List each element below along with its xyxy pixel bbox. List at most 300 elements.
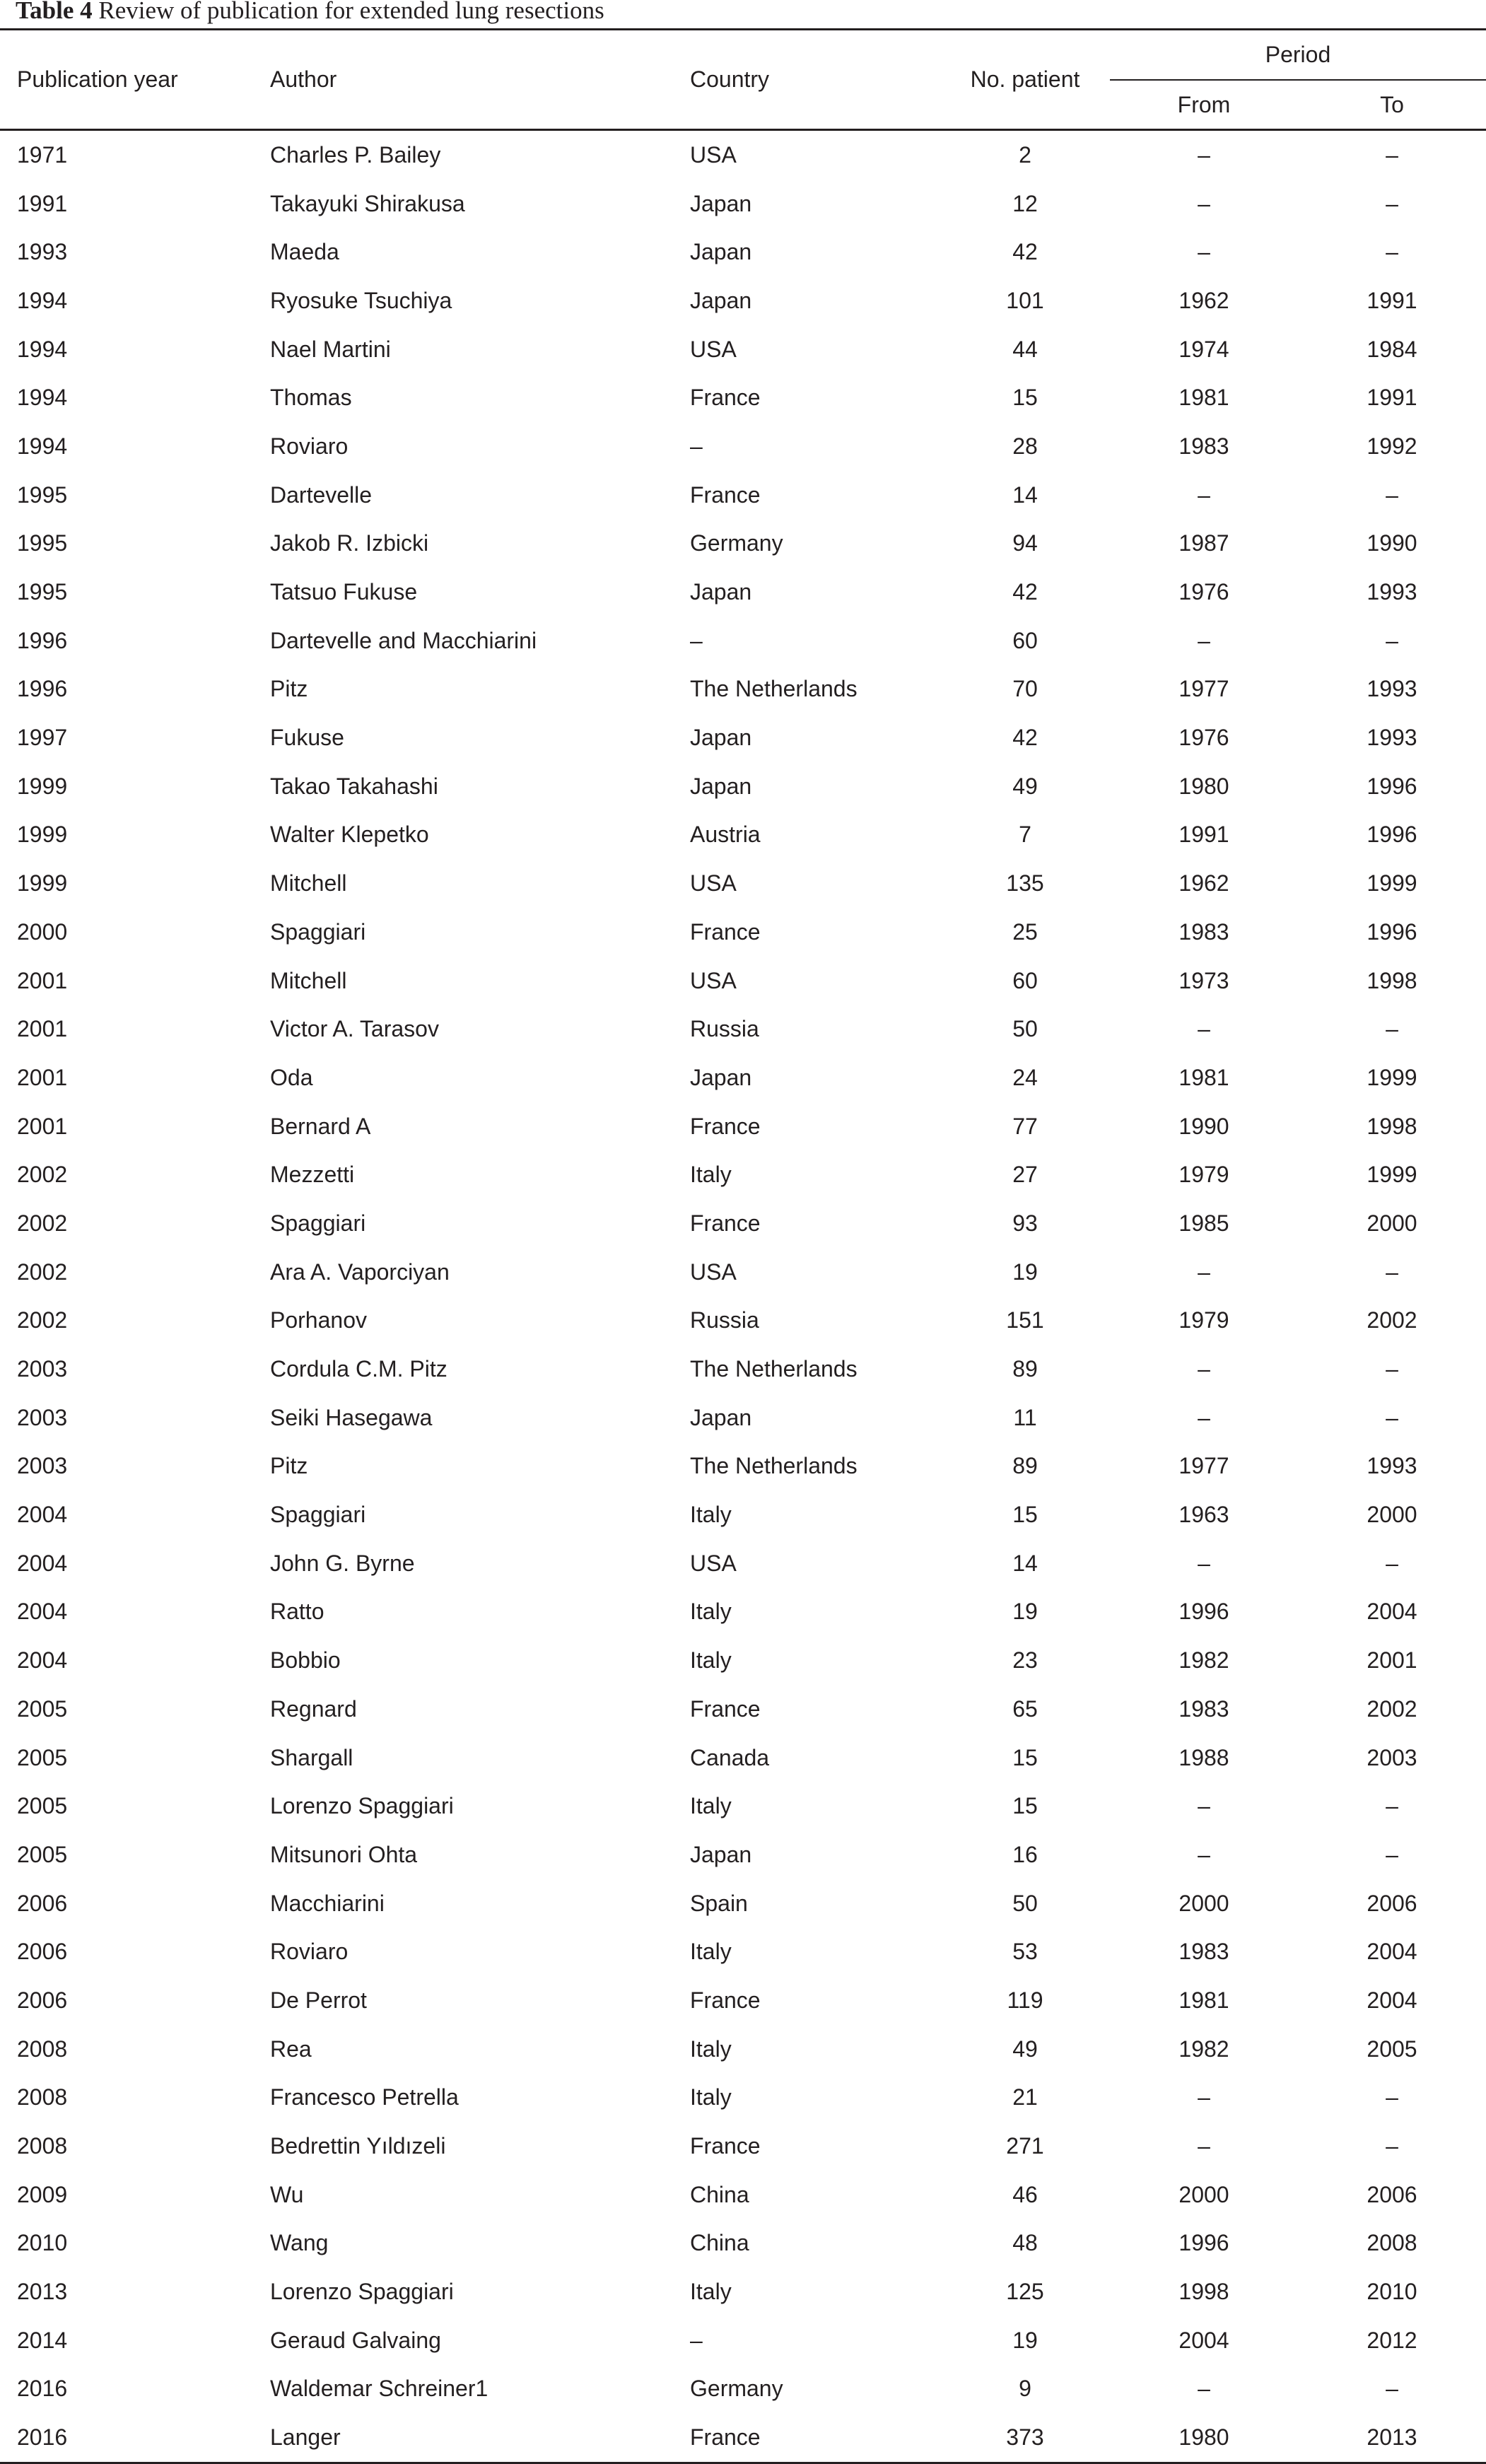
cell-author: Mitsunori Ohta	[270, 1841, 418, 1867]
cell-country: Japan	[690, 1841, 752, 1867]
cell-no-patient: 44	[1012, 336, 1038, 362]
table-row	[0, 373, 1486, 422]
cell-period-from: 1963	[1178, 1502, 1229, 1528]
cell-publication-year: 2002	[17, 1210, 68, 1236]
cell-no-patient: 11	[1013, 1404, 1037, 1430]
cell-publication-year: 2004	[17, 1550, 68, 1576]
cell-country: France	[690, 1113, 761, 1139]
cell-period-from: –	[1198, 190, 1210, 216]
cell-period-from: 1974	[1178, 336, 1229, 362]
table-row	[0, 1976, 1486, 2025]
cell-period-from: 2000	[1178, 1890, 1229, 1916]
cell-publication-year: 1994	[17, 433, 68, 459]
cell-period-to: 1993	[1367, 1453, 1417, 1479]
cell-period-to: 2012	[1367, 2327, 1417, 2353]
cell-period-to: 2001	[1367, 1647, 1417, 1674]
cell-author: Langer	[270, 2413, 690, 2463]
cell-country: China	[690, 2181, 749, 2207]
cell-country: France	[690, 1210, 761, 1236]
table-row	[0, 1150, 1486, 1199]
cell-country: Italy	[690, 1793, 732, 1819]
cell-no-patient: 42	[1012, 239, 1038, 265]
table-row	[0, 471, 1486, 520]
cell-period-from: –	[1198, 627, 1210, 653]
cell-publication-year: 2005	[17, 1695, 68, 1722]
cell-period-from: 1981	[1178, 385, 1229, 411]
cell-publication-year: 2001	[17, 1016, 68, 1042]
cell-author: Spaggiari	[270, 1210, 366, 1236]
table-row	[0, 2316, 1486, 2365]
cell-country: The Netherlands	[690, 1356, 858, 1382]
cell-author: Thomas	[270, 385, 352, 411]
table-row	[0, 1005, 1486, 1053]
cell-publication-year: 2001	[17, 1113, 68, 1139]
table-row	[0, 1782, 1486, 1831]
cell-no-patient: 15	[1012, 1793, 1038, 1819]
header-publication-year: Publication year	[0, 30, 270, 130]
table-row	[0, 1831, 1486, 1879]
cell-no-patient: 28	[1012, 433, 1038, 459]
cell-period-to: 2000	[1367, 1210, 1417, 1236]
table-row	[0, 1394, 1486, 1442]
table-row	[0, 1345, 1486, 1394]
cell-period-from: –	[1198, 1404, 1210, 1430]
cell-no-patient: 77	[1012, 1113, 1038, 1139]
cell-period-from: 1990	[1178, 1113, 1229, 1139]
cell-country: –	[690, 2327, 703, 2353]
cell-no-patient: 15	[1012, 385, 1038, 411]
cell-country: Austria	[690, 822, 761, 848]
cell-period-from: 1985	[1178, 1210, 1229, 1236]
cell-period-to: 2004	[1367, 1599, 1417, 1625]
cell-country: USA	[690, 967, 737, 993]
cell-publication-year: 1997	[17, 725, 68, 751]
cell-publication-year: 2006	[17, 1987, 68, 2013]
cell-period-from: 1962	[1178, 287, 1229, 313]
table-row	[0, 1636, 1486, 1685]
cell-period-from: 1982	[1178, 1647, 1229, 1674]
cell-country: France	[690, 385, 761, 411]
cell-period-from: 1976	[1178, 579, 1229, 605]
cell-author: Spaggiari	[270, 1502, 366, 1528]
cell-no-patient: 19	[1012, 1259, 1038, 1285]
cell-period-to: 1993	[1367, 579, 1417, 605]
table-row	[0, 130, 1486, 180]
cell-publication-year: 2005	[17, 1793, 68, 1819]
cell-country: Italy	[690, 1502, 732, 1528]
cell-period-to: 2003	[1367, 1744, 1417, 1770]
cell-period-to: –	[1386, 1404, 1398, 1430]
table-row	[0, 1248, 1486, 1297]
cell-country: USA	[690, 336, 737, 362]
cell-no-patient: 94	[1012, 530, 1038, 556]
cell-period-from: 1980	[1110, 2413, 1298, 2463]
table-row	[0, 1102, 1486, 1151]
table-row	[0, 1490, 1486, 1539]
cell-country: –	[690, 433, 703, 459]
cell-publication-year: 2002	[17, 1162, 68, 1188]
cell-period-to: 1998	[1367, 1113, 1417, 1139]
cell-publication-year: 2010	[17, 2230, 68, 2256]
cell-period-from: 2000	[1178, 2181, 1229, 2207]
cell-country: Japan	[690, 190, 752, 216]
cell-author: Nael Martini	[270, 336, 391, 362]
cell-period-to: 1991	[1367, 385, 1417, 411]
cell-period-to: –	[1386, 1016, 1398, 1042]
cell-no-patient: 24	[1012, 1064, 1038, 1090]
cell-publication-year: 1999	[17, 870, 68, 897]
cell-publication-year: 2004	[17, 1647, 68, 1674]
cell-no-patient: 65	[1012, 1695, 1038, 1722]
cell-author: Bernard A	[270, 1113, 371, 1139]
cell-publication-year: 1995	[17, 579, 68, 605]
table-row	[0, 2219, 1486, 2268]
cell-author: Dartevelle and Macchiarini	[270, 627, 537, 653]
cell-period-to: 2006	[1367, 1890, 1417, 1916]
cell-no-patient: 50	[1012, 1890, 1038, 1916]
cell-publication-year: 1994	[17, 336, 68, 362]
cell-period-from: –	[1198, 481, 1210, 508]
cell-period-to: –	[1386, 1259, 1398, 1285]
cell-publication-year: 2004	[17, 1599, 68, 1625]
cell-publication-year: 2006	[17, 1890, 68, 1916]
cell-country: Italy	[690, 1647, 732, 1674]
cell-no-patient: 2	[1019, 141, 1031, 168]
cell-publication-year: 2008	[17, 2036, 68, 2062]
cell-no-patient: 151	[1006, 1307, 1044, 1333]
cell-author: Mitchell	[270, 870, 347, 897]
cell-author: Waldemar Schreiner1	[270, 2376, 488, 2402]
cell-period-to: 1990	[1367, 530, 1417, 556]
cell-country: Canada	[690, 1744, 770, 1770]
cell-period-to: –	[1386, 2084, 1398, 2110]
cell-no-patient: 89	[1012, 1356, 1038, 1382]
cell-no-patient: 70	[1012, 676, 1038, 702]
cell-period-to: 2002	[1367, 1307, 1417, 1333]
table-row	[0, 2413, 1486, 2463]
cell-author: Lorenzo Spaggiari	[270, 2279, 454, 2305]
cell-publication-year: 1999	[17, 773, 68, 799]
cell-author: Ryosuke Tsuchiya	[270, 287, 452, 313]
cell-author: Walter Klepetko	[270, 822, 429, 848]
cell-author: Regnard	[270, 1695, 357, 1722]
cell-publication-year: 2005	[17, 1841, 68, 1867]
cell-period-from: 1973	[1178, 967, 1229, 993]
table-row	[0, 2171, 1486, 2219]
table-row	[0, 228, 1486, 276]
cell-period-to: 1996	[1367, 822, 1417, 848]
cell-country: France	[690, 2133, 761, 2159]
cell-country: Russia	[690, 1307, 759, 1333]
table-row	[0, 520, 1486, 568]
table-row	[0, 1588, 1486, 1637]
cell-author: Wang	[270, 2230, 329, 2256]
cell-no-patient: 14	[1012, 481, 1038, 508]
cell-country: Germany	[690, 2376, 783, 2402]
table-row	[0, 2025, 1486, 2074]
cell-author: Oda	[270, 1064, 313, 1090]
cell-author: Ara A. Vaporciyan	[270, 1259, 450, 1285]
table-row	[0, 180, 1486, 228]
table-title: Review of publication for extended lung resections	[92, 0, 604, 24]
cell-period-from: 1998	[1178, 2279, 1229, 2305]
cell-publication-year: 2016	[17, 2376, 68, 2402]
cell-publication-year: 1994	[17, 287, 68, 313]
table-row	[0, 859, 1486, 908]
cell-no-patient: 46	[1012, 2181, 1038, 2207]
table-row	[0, 2122, 1486, 2171]
cell-no-patient: 271	[1006, 2133, 1044, 2159]
cell-publication-year: 2003	[17, 1356, 68, 1382]
cell-period-to: 2002	[1367, 1695, 1417, 1722]
cell-period-to: 1998	[1367, 967, 1417, 993]
cell-period-to: 2008	[1367, 2230, 1417, 2256]
cell-author: Roviaro	[270, 1939, 349, 1965]
cell-period-from: 1962	[1178, 870, 1229, 897]
cell-period-from: 1977	[1178, 676, 1229, 702]
cell-country: USA	[690, 141, 737, 168]
table-row	[0, 811, 1486, 860]
cell-period-to: 2000	[1367, 1502, 1417, 1528]
cell-no-patient: 93	[1012, 1210, 1038, 1236]
table-number: Table 4	[16, 0, 93, 24]
cell-period-from: 1987	[1178, 530, 1229, 556]
cell-period-to: 1993	[1367, 676, 1417, 702]
cell-period-from: 1983	[1178, 1695, 1229, 1722]
table-row	[0, 568, 1486, 617]
cell-country: Italy	[690, 1599, 732, 1625]
cell-no-patient: 15	[1012, 1744, 1038, 1770]
cell-publication-year: 2008	[17, 2133, 68, 2159]
cell-no-patient: 89	[1012, 1453, 1038, 1479]
table-row	[0, 1297, 1486, 1345]
cell-country: Italy	[690, 2084, 732, 2110]
cell-author: Mezzetti	[270, 1162, 355, 1188]
publication-table	[0, 28, 1486, 2464]
cell-publication-year: 1994	[17, 385, 68, 411]
cell-no-patient: 7	[1019, 822, 1031, 848]
table-header	[0, 30, 1486, 130]
cell-country: France	[690, 1695, 761, 1722]
cell-country: Spain	[690, 1890, 748, 1916]
table-row	[0, 617, 1486, 665]
cell-no-patient: 14	[1012, 1550, 1038, 1576]
cell-country: France	[690, 918, 761, 945]
cell-publication-year: 2002	[17, 1307, 68, 1333]
cell-period-from: 1983	[1178, 1939, 1229, 1965]
cell-publication-year: 1999	[17, 822, 68, 848]
cell-author: Victor A. Tarasov	[270, 1016, 439, 1042]
cell-publication-year: 1971	[17, 141, 68, 168]
cell-country: Italy	[690, 2279, 732, 2305]
cell-country: Japan	[690, 579, 752, 605]
cell-period-to: –	[1386, 627, 1398, 653]
cell-author: Porhanov	[270, 1307, 367, 1333]
table-row	[0, 1734, 1486, 1782]
table-row	[0, 665, 1486, 714]
cell-period-from: –	[1198, 141, 1210, 168]
cell-period-to: –	[1386, 481, 1398, 508]
cell-publication-year: 2000	[17, 918, 68, 945]
cell-author: Rea	[270, 2036, 312, 2062]
cell-publication-year: 2001	[17, 967, 68, 993]
cell-country: Italy	[690, 1939, 732, 1965]
cell-period-to: 1996	[1367, 773, 1417, 799]
header-period: Period	[1110, 30, 1486, 81]
cell-period-from: 1982	[1178, 2036, 1229, 2062]
cell-period-to: 1993	[1367, 725, 1417, 751]
cell-period-to: 1984	[1367, 336, 1417, 362]
cell-publication-year: 1993	[17, 239, 68, 265]
table-row	[0, 1442, 1486, 1491]
cell-period-from: 2004	[1178, 2327, 1229, 2353]
cell-period-to: 2010	[1367, 2279, 1417, 2305]
cell-country: Japan	[690, 725, 752, 751]
cell-period-to: –	[1386, 190, 1398, 216]
header-from: From	[1110, 80, 1298, 130]
cell-country: USA	[690, 870, 737, 897]
cell-no-patient: 19	[1012, 1599, 1038, 1625]
cell-period-from: –	[1198, 1016, 1210, 1042]
cell-period-to: –	[1386, 239, 1398, 265]
cell-publication-year: 1995	[17, 481, 68, 508]
table-row	[0, 1053, 1486, 1102]
cell-publication-year: 2005	[17, 1744, 68, 1770]
cell-period-from: –	[1198, 2133, 1210, 2159]
cell-period-from: 1983	[1178, 918, 1229, 945]
header-author: Author	[270, 30, 690, 130]
cell-period-to: 1999	[1367, 1162, 1417, 1188]
cell-period-to: 2004	[1367, 1939, 1417, 1965]
cell-author: Shargall	[270, 1744, 353, 1770]
cell-country: Japan	[690, 1064, 752, 1090]
cell-period-to: 1999	[1367, 870, 1417, 897]
cell-country: Japan	[690, 1404, 752, 1430]
cell-country: France	[690, 2413, 940, 2463]
cell-no-patient: 27	[1012, 1162, 1038, 1188]
cell-period-to: 1991	[1367, 287, 1417, 313]
cell-period-from: –	[1198, 1550, 1210, 1576]
cell-country: Italy	[690, 1162, 732, 1188]
cell-period-to: –	[1386, 141, 1398, 168]
cell-author: De Perrot	[270, 1987, 367, 2013]
cell-no-patient: 101	[1006, 287, 1044, 313]
cell-publication-year: 2013	[17, 2279, 68, 2305]
cell-country: USA	[690, 1550, 737, 1576]
cell-country: USA	[690, 1259, 737, 1285]
cell-publication-year: 2008	[17, 2084, 68, 2110]
table-row	[0, 1685, 1486, 1734]
cell-country: Italy	[690, 2036, 732, 2062]
cell-period-to: –	[1386, 1793, 1398, 1819]
cell-period-from: 1981	[1178, 1987, 1229, 2013]
cell-country: Russia	[690, 1016, 759, 1042]
cell-country: Japan	[690, 773, 752, 799]
cell-author: Dartevelle	[270, 481, 373, 508]
cell-period-to: 1999	[1367, 1064, 1417, 1090]
cell-author: Mitchell	[270, 967, 347, 993]
cell-author: Macchiarini	[270, 1890, 385, 1916]
cell-period-from: –	[1198, 2376, 1210, 2402]
cell-publication-year: 2006	[17, 1939, 68, 1965]
cell-period-to: –	[1386, 1841, 1398, 1867]
cell-publication-year: 1996	[17, 627, 68, 653]
cell-no-patient: 42	[1012, 579, 1038, 605]
table-row	[0, 1879, 1486, 1928]
cell-author: Tatsuo Fukuse	[270, 579, 418, 605]
cell-period-from: 1976	[1178, 725, 1229, 751]
cell-period-from: –	[1198, 1793, 1210, 1819]
cell-country: The Netherlands	[690, 1453, 858, 1479]
cell-period-from: –	[1198, 1356, 1210, 1382]
cell-no-patient: 60	[1012, 967, 1038, 993]
cell-period-from: 1988	[1178, 1744, 1229, 1770]
cell-author: Lorenzo Spaggiari	[270, 1793, 454, 1819]
cell-period-from: 1981	[1178, 1064, 1229, 1090]
cell-country: China	[690, 2230, 749, 2256]
table-row	[0, 1927, 1486, 1976]
cell-period-from: 1996	[1178, 2230, 1229, 2256]
cell-author: John G. Byrne	[270, 1550, 415, 1576]
cell-publication-year: 1996	[17, 676, 68, 702]
cell-author: Cordula C.M. Pitz	[270, 1356, 447, 1382]
cell-author: Takayuki Shirakusa	[270, 190, 465, 216]
cell-period-from: –	[1198, 2084, 1210, 2110]
cell-no-patient: 23	[1012, 1647, 1038, 1674]
table-row	[0, 2267, 1486, 2316]
cell-period-to: –	[1386, 1356, 1398, 1382]
cell-no-patient: 48	[1012, 2230, 1038, 2256]
cell-author: Roviaro	[270, 433, 349, 459]
cell-author: Charles P. Bailey	[270, 141, 441, 168]
cell-author: Maeda	[270, 239, 339, 265]
header-no-patient: No. patient	[940, 30, 1110, 130]
cell-period-to: –	[1386, 2133, 1398, 2159]
cell-no-patient: 50	[1012, 1016, 1038, 1042]
table-row	[0, 762, 1486, 811]
table-body	[0, 130, 1486, 2463]
table-caption	[16, 0, 604, 28]
cell-period-to: 1996	[1367, 918, 1417, 945]
cell-period-to: 2005	[1367, 2036, 1417, 2062]
header-to: To	[1298, 80, 1486, 130]
cell-country: –	[690, 627, 703, 653]
cell-period-to: –	[1386, 2376, 1398, 2402]
cell-no-patient: 135	[1006, 870, 1044, 897]
cell-no-patient: 21	[1012, 2084, 1038, 2110]
cell-author: Takao Takahashi	[270, 773, 438, 799]
cell-author: Bobbio	[270, 1647, 341, 1674]
cell-no-patient: 125	[1006, 2279, 1044, 2305]
cell-no-patient: 49	[1012, 2036, 1038, 2062]
cell-period-to: –	[1386, 1550, 1398, 1576]
table-row	[0, 325, 1486, 374]
cell-no-patient: 12	[1012, 190, 1038, 216]
cell-no-patient: 16	[1012, 1841, 1038, 1867]
cell-country: France	[690, 481, 761, 508]
cell-no-patient: 119	[1007, 1987, 1043, 2013]
cell-period-to: 2004	[1367, 1987, 1417, 2013]
header-country: Country	[690, 30, 940, 130]
cell-period-to: 2006	[1367, 2181, 1417, 2207]
cell-no-patient: 60	[1012, 627, 1038, 653]
table-row	[0, 1199, 1486, 1248]
cell-no-patient: 19	[1012, 2327, 1038, 2353]
cell-no-patient: 42	[1012, 725, 1038, 751]
cell-publication-year: 2001	[17, 1064, 68, 1090]
cell-publication-year: 2014	[17, 2327, 68, 2353]
cell-author: Ratto	[270, 1599, 324, 1625]
